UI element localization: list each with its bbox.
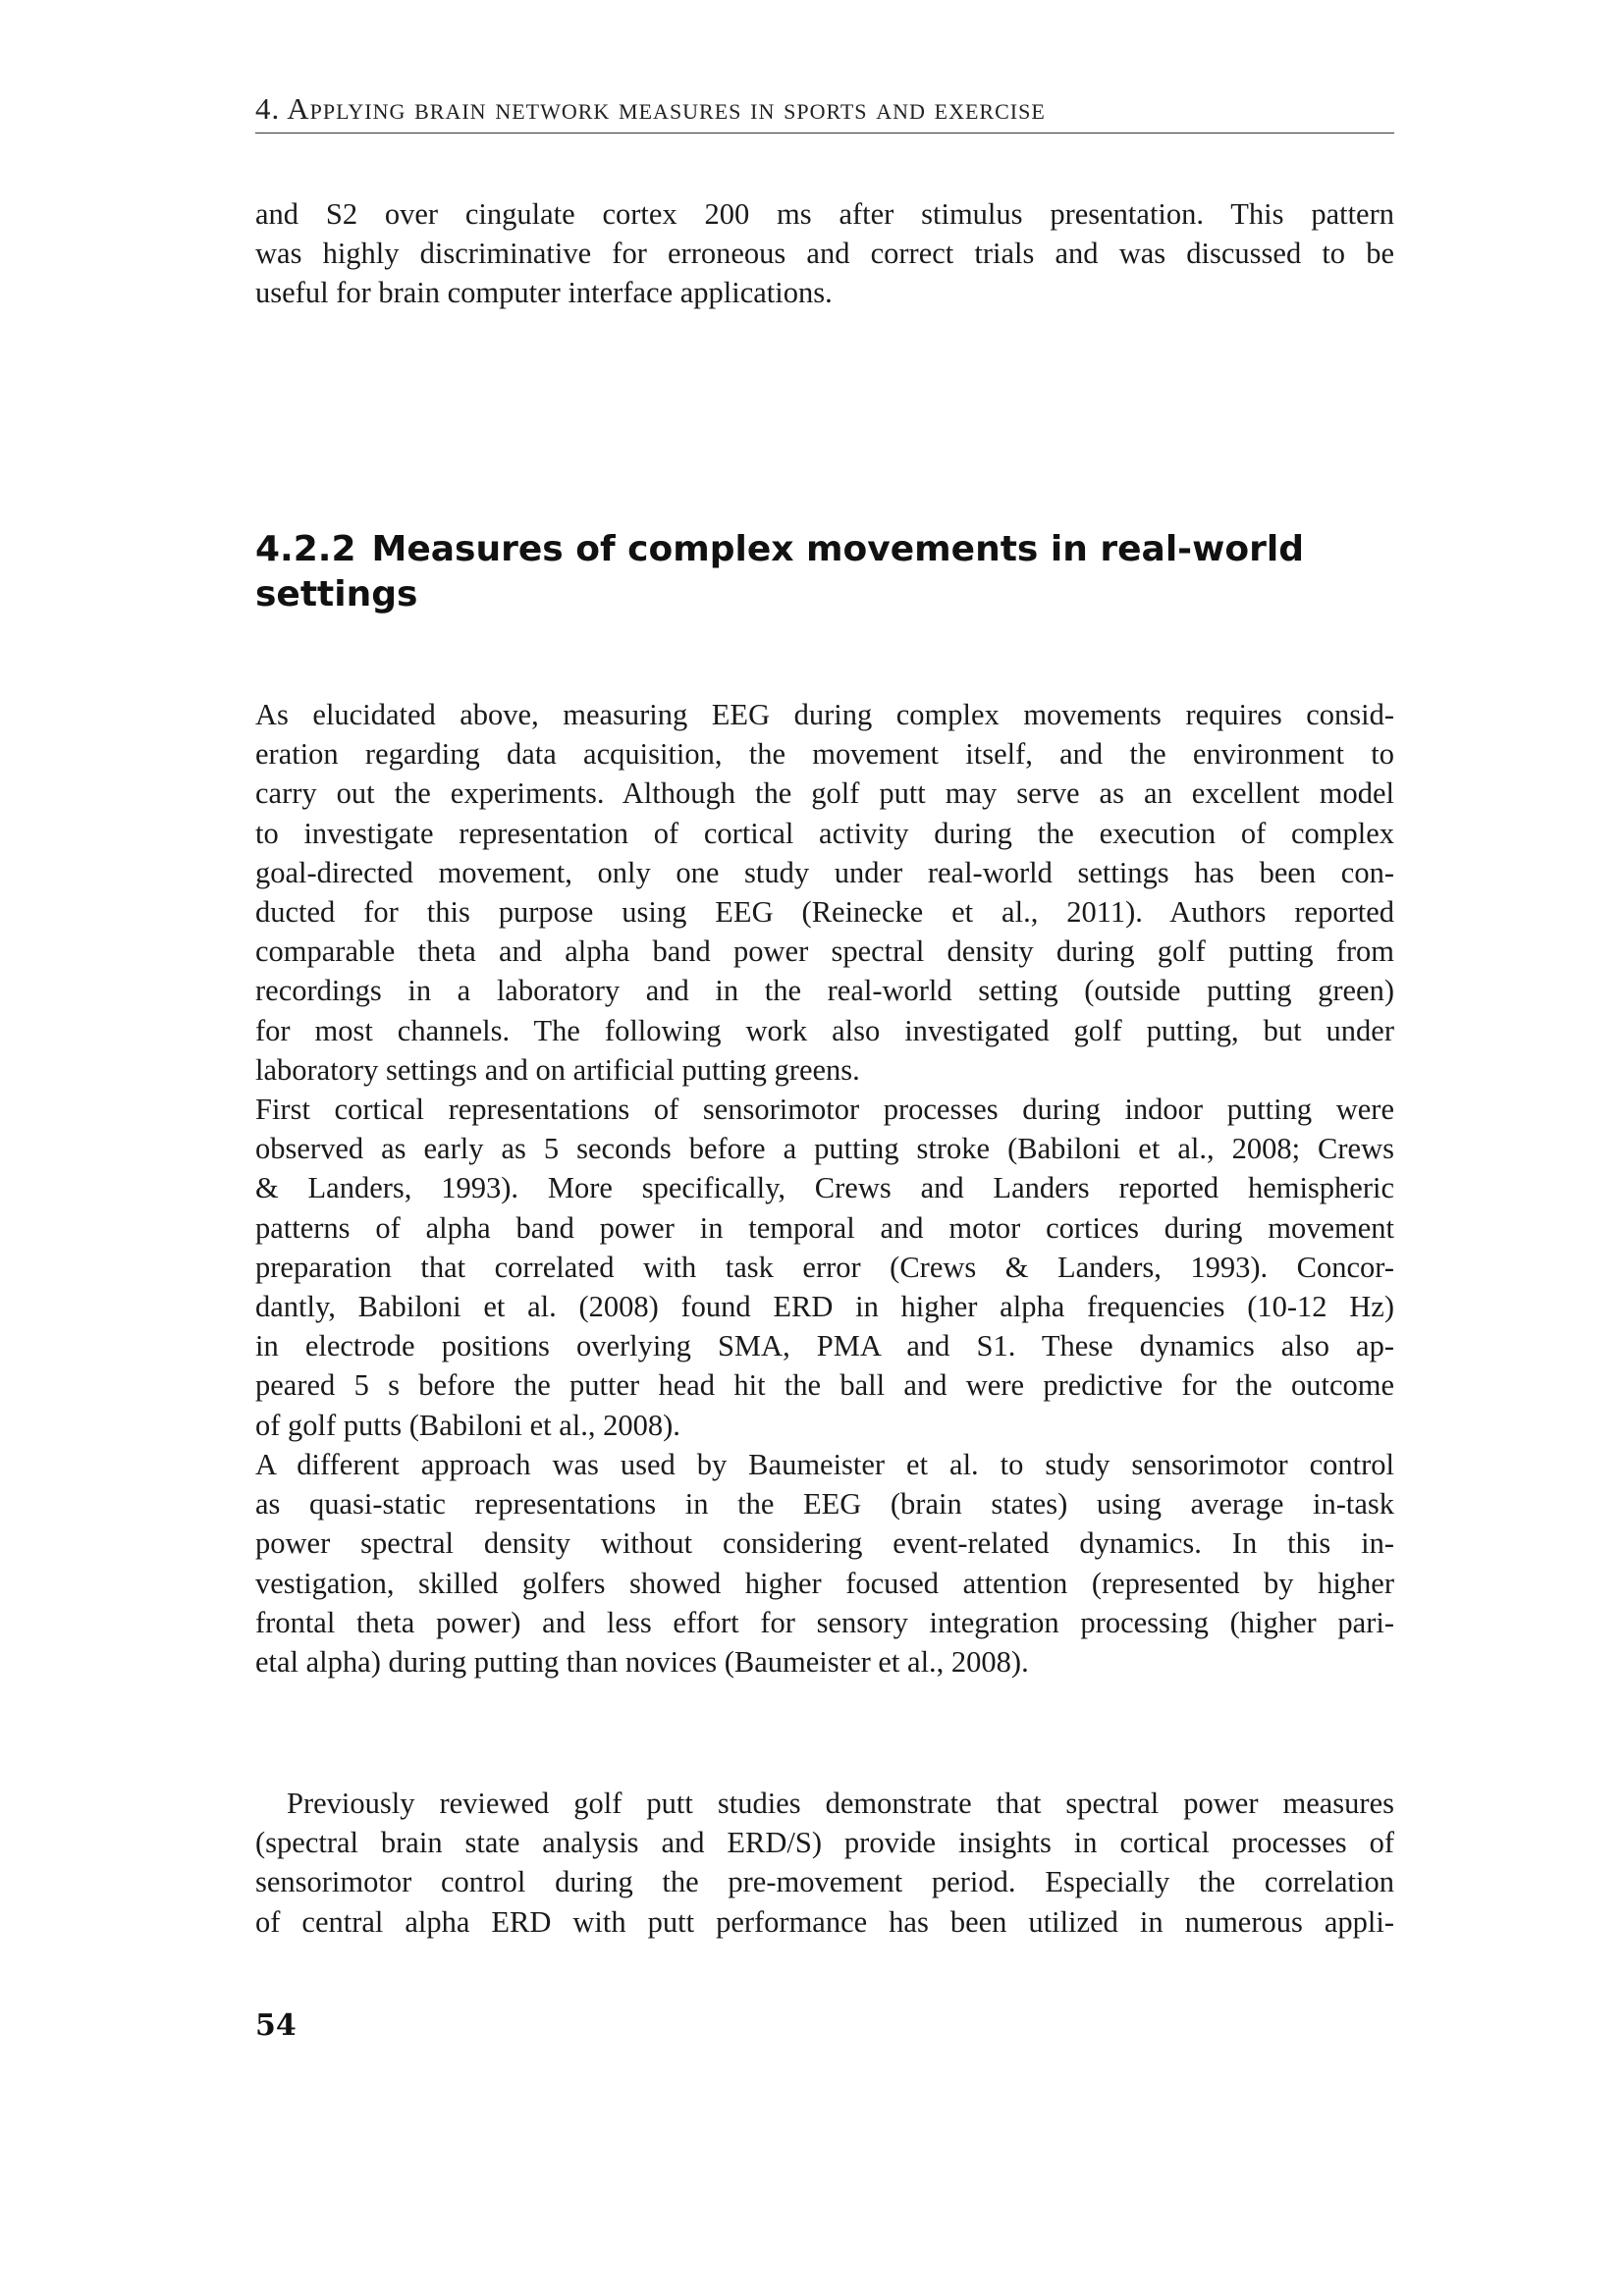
- body-paragraph-4: [255, 1784, 1394, 1942]
- text-line: useful for brain computer interface applications.: [255, 276, 833, 310]
- text-line: dantly, Babiloni et al. (2008) found ERD in higher alpha frequencies (10-12 Hz): [255, 1290, 1394, 1324]
- body-paragraph-1: [255, 695, 1394, 1090]
- text-line: of central alpha ERD with putt performance has been utilized in numerous appli-: [255, 1904, 1394, 1939]
- section-number: 4.2.2: [255, 529, 356, 569]
- text-line: goal-directed movement, only one study under real-world settings has been con-: [255, 855, 1394, 889]
- body-paragraph-3: [255, 1445, 1394, 1682]
- text-line: ducted for this purpose using EEG (Reinecke et al., 2011). Authors reported: [255, 895, 1394, 930]
- text-line: vestigation, skilled golfers showed higher focused attention (represented by higher: [255, 1566, 1394, 1600]
- text-line: for most channels. The following work also investigated golf putting, but under: [255, 1013, 1394, 1047]
- section-title: Measures of complex movements in real-world settings: [255, 529, 1304, 614]
- page-number: 54: [255, 2008, 297, 2043]
- text-line: Previously reviewed golf putt studies demonstrate that spectral power measures: [287, 1787, 1394, 1820]
- text-line: As elucidated above, measuring EEG during complex movements requires consid-: [255, 698, 1394, 731]
- text-line: recordings in a laboratory and in the real-world setting (outside putting green): [255, 974, 1394, 1008]
- text-line: etal alpha) during putting than novices (Baumeister et al., 2008).: [255, 1645, 1029, 1680]
- text-line: carry out the experiments. Although the golf putt may serve as an excellent model: [255, 776, 1394, 811]
- running-header: 4. Applying brain network measures in sports and exercise: [255, 91, 1046, 126]
- text-line: observed as early as 5 seconds before a putting stroke (Babiloni et al., 2008; Crews: [255, 1132, 1394, 1166]
- text-line: A different approach was used by Baumeister et al. to study sensorimotor control: [255, 1448, 1394, 1481]
- text-line: to investigate representation of cortical activity during the execution of complex: [255, 816, 1394, 850]
- text-line: comparable theta and alpha band power spectral density during golf putting from: [255, 934, 1394, 969]
- text-line: power spectral density without considering event-related dynamics. In this in-: [255, 1526, 1394, 1561]
- text-line: patterns of alpha band power in temporal and motor cortices during movement: [255, 1210, 1394, 1245]
- text-line: peared 5 s before the putter head hit the ball and were predictive for the outcome: [255, 1368, 1394, 1403]
- text-line: frontal theta power) and less effort for sensory integration processing (higher pari-: [255, 1605, 1394, 1639]
- text-line: of golf putts (Babiloni et al., 2008).: [255, 1408, 680, 1442]
- text-line: in electrode positions overlying SMA, PMA and S1. These dynamics also ap-: [255, 1329, 1394, 1363]
- text-line: preparation that correlated with task error (Crews & Landers, 1993). Concor-: [255, 1250, 1394, 1284]
- text-line: eration regarding data acquisition, the movement itself, and the environment to: [255, 737, 1394, 772]
- text-line: was highly discriminative for erroneous and correct trials and was discussed to be: [255, 237, 1394, 271]
- text-line: and S2 over cingulate cortex 200 ms after stimulus presentation. This pattern: [255, 197, 1394, 231]
- text-line: sensorimotor control during the pre-movement period. Especially the correlation: [255, 1865, 1394, 1899]
- body-paragraph-2: [255, 1090, 1394, 1445]
- document-page: [255, 0, 1394, 2296]
- section-heading: [255, 527, 1394, 617]
- text-line: & Landers, 1993). More specifically, Crews and Landers reported hemispheric: [255, 1171, 1394, 1205]
- text-line: (spectral brain state analysis and ERD/S) provide insights in cortical processes of: [255, 1826, 1394, 1860]
- text-line: First cortical representations of sensorimotor processes during indoor putting were: [255, 1093, 1394, 1126]
- text-line: laboratory settings and on artificial putting greens.: [255, 1052, 860, 1087]
- intro-paragraph: [255, 194, 1394, 313]
- text-line: as quasi-static representations in the EEG (brain states) using average in-task: [255, 1487, 1394, 1522]
